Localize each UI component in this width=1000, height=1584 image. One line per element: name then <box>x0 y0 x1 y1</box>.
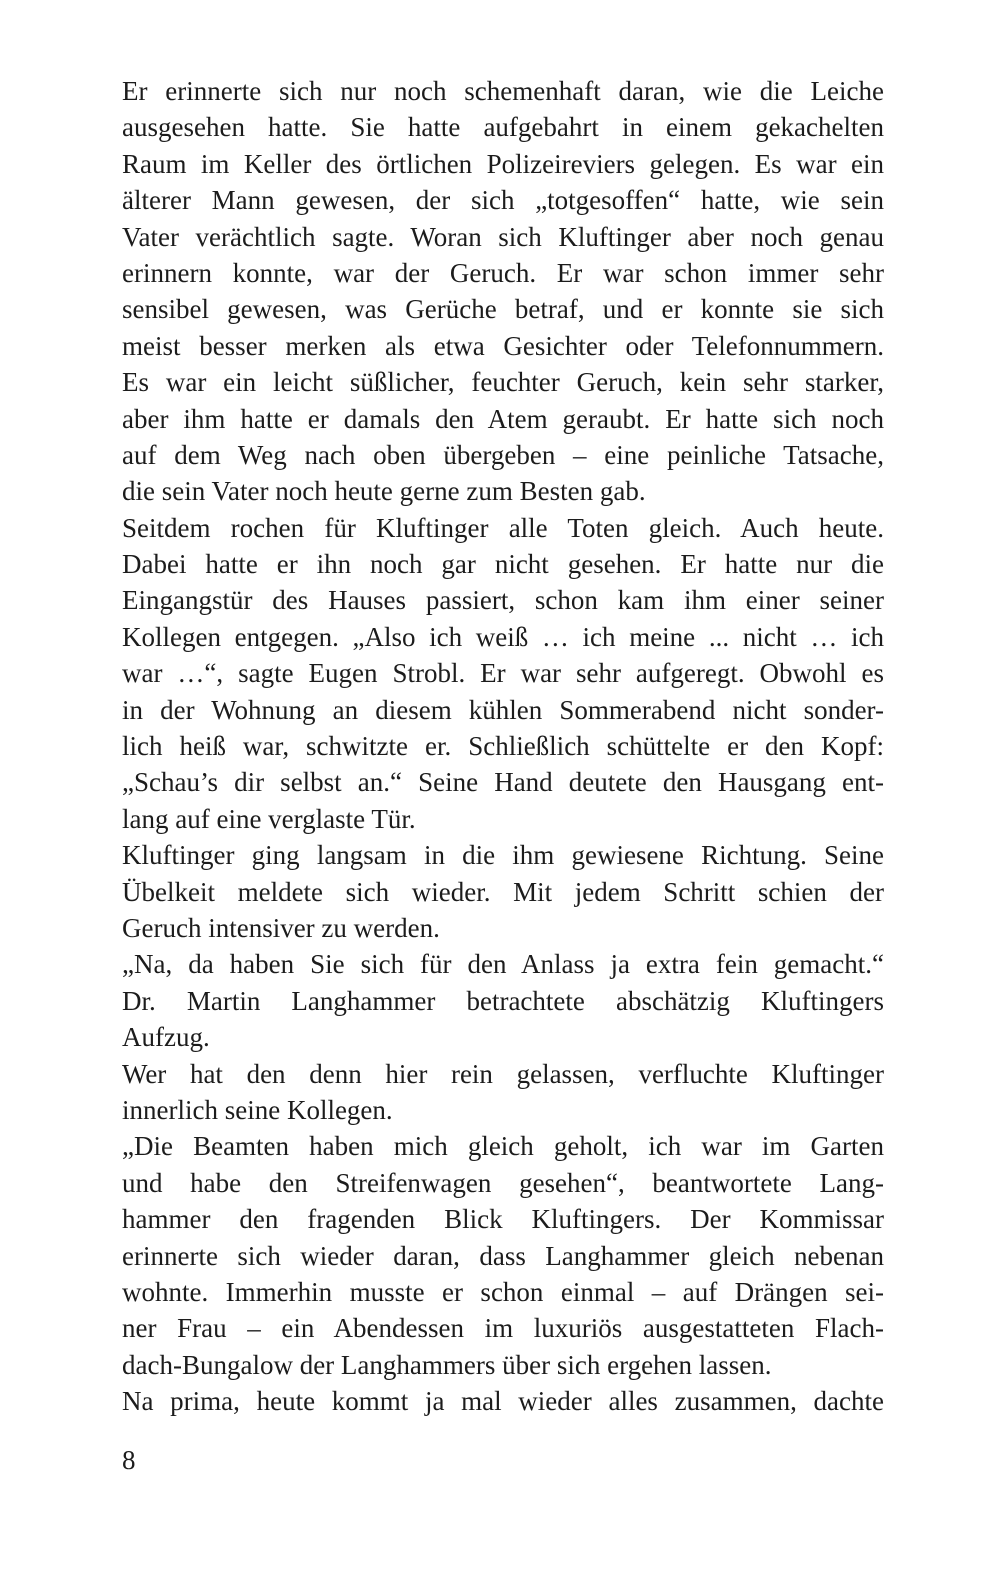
body-text <box>122 73 884 1419</box>
text-line: Kollegen entgegen. „Also ich weiß … ich meine ... nicht … ich <box>122 621 884 652</box>
text-line: erinnern konnte, war der Geruch. Er war schon immer sehr <box>122 257 884 288</box>
text-line: in der Wohnung an diesem kühlen Sommerabend nicht sonder- <box>122 694 884 725</box>
text-line: ausgesehen hatte. Sie hatte aufgebahrt in einem gekachelten <box>122 112 884 143</box>
text-line: Es war ein leicht süßlicher, feuchter Geruch, kein sehr starker, <box>122 367 884 398</box>
text-line: meist besser merken als etwa Gesichter oder Telefonnummern. <box>122 330 884 361</box>
text-line: und habe den Streifenwagen gesehen“, beantwortete Lang- <box>122 1167 884 1198</box>
text-line: lang auf eine verglaste Tür. <box>122 803 416 834</box>
page-number: 8 <box>122 1445 136 1475</box>
text-line: Vater verächtlich sagte. Woran sich Kluftinger aber noch genau <box>122 221 884 252</box>
text-line: sensibel gewesen, was Gerüche betraf, und er konnte sie sich <box>122 294 884 325</box>
text-line: Dabei hatte er ihn noch gar nicht gesehen. Er hatte nur die <box>122 549 884 580</box>
text-line: war …“, sagte Eugen Strobl. Er war sehr aufgeregt. Obwohl es <box>122 658 884 689</box>
text-line: Er erinnerte sich nur noch schemenhaft daran, wie die Leiche <box>122 76 884 106</box>
text-line: Aufzug. <box>122 1022 210 1053</box>
text-line: erinnerte sich wieder daran, dass Langhammer gleich nebenan <box>122 1240 884 1271</box>
text-line: die sein Vater noch heute gerne zum Besten gab. <box>122 476 646 507</box>
text-line: Kluftinger ging langsam in die ihm gewiesene Richtung. Seine <box>122 840 884 871</box>
text-line: Seitdem rochen für Kluftinger alle Toten gleich. Auch heute. <box>122 512 884 543</box>
text-line: ner Frau – ein Abendessen im luxuriös ausgestatteten Flach- <box>122 1313 884 1344</box>
text-line: „Na, da haben Sie sich für den Anlass ja extra fein gemacht.“ <box>122 949 884 980</box>
text-line: „Die Beamten haben mich gleich geholt, ich war im Garten <box>122 1131 884 1162</box>
text-line: Eingangstür des Hauses passiert, schon kam ihm einer seiner <box>122 585 884 616</box>
text-line: auf dem Weg nach oben übergeben – eine peinliche Tatsache, <box>122 439 884 470</box>
text-line: lich heiß war, schwitzte er. Schließlich schüttelte er den Kopf: <box>122 731 884 762</box>
text-line: Übelkeit meldete sich wieder. Mit jedem Schritt schien der <box>122 876 884 907</box>
text-line: Raum im Keller des örtlichen Polizeireviers gelegen. Es war ein <box>122 148 884 179</box>
text-line: Geruch intensiver zu werden. <box>122 912 440 943</box>
text-line: Dr. Martin Langhammer betrachtete abschätzig Kluftingers <box>122 985 884 1016</box>
text-line: älterer Mann gewesen, der sich „totgesoffen“ hatte, wie sein <box>122 185 884 216</box>
text-line: Wer hat den denn hier rein gelassen, verfluchte Kluftinger <box>122 1058 884 1089</box>
text-line: aber ihm hatte er damals den Atem geraubt. Er hatte sich noch <box>122 403 884 434</box>
text-line: „Schau’s dir selbst an.“ Seine Hand deutete den Hausgang ent- <box>122 767 884 798</box>
text-line: Na prima, heute kommt ja mal wieder alles zusammen, dachte <box>122 1386 884 1417</box>
text-line: wohnte. Immerhin musste er schon einmal – auf Drängen sei- <box>122 1276 884 1307</box>
text-line: innerlich seine Kollegen. <box>122 1094 393 1125</box>
text-line: hammer den fragenden Blick Kluftingers. Der Kommissar <box>122 1204 884 1235</box>
text-line: dach-Bungalow der Langhammers über sich ergehen lassen. <box>122 1349 772 1380</box>
